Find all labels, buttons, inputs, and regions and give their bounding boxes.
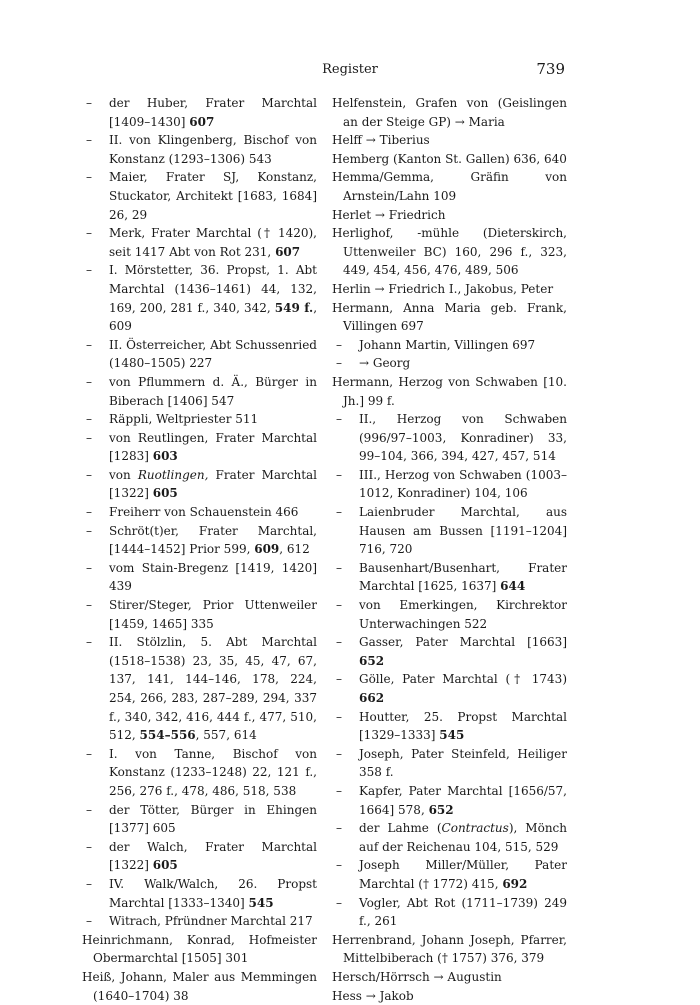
index-subentry xyxy=(332,633,567,670)
entry-text: Johann Martin, Villingen 697 xyxy=(359,338,535,352)
main-reference: 605 xyxy=(153,858,178,872)
subentry-dash: – xyxy=(82,131,96,150)
main-reference: 652 xyxy=(429,803,454,817)
entry-text: ), Mönch auf der Reichenau 104, 515, 529 xyxy=(359,821,567,854)
subentry-dash: – xyxy=(82,94,96,113)
subentry-dash: – xyxy=(82,168,96,187)
entry-text: Joseph Miller/Müller, Pater Marchtal († 1772) 415, xyxy=(359,858,567,891)
index-subentry xyxy=(332,745,567,782)
subentry-dash: – xyxy=(332,856,346,875)
index-subentry xyxy=(332,708,567,745)
entry-text: II. Stölzlin, 5. Abt Marchtal (1518–1538) 23, 35, 45, 47, 67, 137, 141, 144–146, 178, 224, 254, 266, 283, 287–289, 294, 337 f., 340, 342, 416, 444 f., 477, 510, 512, xyxy=(109,635,317,742)
index-subentry xyxy=(82,466,317,503)
index-subentry xyxy=(82,336,317,373)
index-subentry xyxy=(82,912,317,931)
index-subentry xyxy=(82,131,317,168)
index-entry xyxy=(332,968,567,987)
entry-text: von Pflummern d. Ä., Bürger in Biberach [1406] 547 xyxy=(109,375,317,408)
running-head: Register xyxy=(0,62,700,77)
index-subentry xyxy=(82,633,317,745)
page-number: 739 xyxy=(536,60,565,78)
entry-text: von Emerkingen, Kirchrektor Unterwachingen 522 xyxy=(359,598,567,631)
entry-text: , 557, 614 xyxy=(196,728,257,742)
subentry-dash: – xyxy=(332,466,346,485)
index-entry xyxy=(332,206,567,225)
index-subentry xyxy=(332,354,567,373)
subentry-dash: – xyxy=(82,838,96,857)
entry-text: Merk, Frater Marchtal († 1420), seit 1417 Abt von Rot 231, xyxy=(109,226,317,259)
entry-text: Hersch/Hörrsch → Augustin xyxy=(332,970,502,984)
entry-text: IV. Walk/Walch, 26. Propst Marchtal [1333–1340] xyxy=(109,877,317,910)
index-subentry xyxy=(332,559,567,596)
subentry-dash: – xyxy=(82,224,96,243)
entry-text: I. Mörstetter, 36. Propst, 1. Abt Marchtal (1436–1461) 44, 132, 169, 200, 281 f., 340, 342, xyxy=(109,263,317,314)
entry-text: Hermann, Anna Maria geb. Frank, Villingen 697 xyxy=(332,301,567,334)
index-subentry xyxy=(82,168,317,224)
index-entry xyxy=(332,168,567,205)
entry-text: II. von Klingenberg, Bischof von Konstanz (1293–1306) 543 xyxy=(109,133,317,166)
index-subentry xyxy=(332,670,567,707)
subentry-dash: – xyxy=(82,373,96,392)
index-subentry xyxy=(82,429,317,466)
index-subentry xyxy=(82,94,317,131)
entry-text: Hess → Jakob xyxy=(332,989,414,1003)
main-reference: 692 xyxy=(502,877,527,891)
main-reference: 652 xyxy=(359,654,384,668)
index-subentry xyxy=(332,819,567,856)
entry-text: der Tötter, Bürger in Ehingen [1377] 605 xyxy=(109,803,317,836)
entry-text: Stirer/Steger, Prior Uttenweiler [1459, 1465] 335 xyxy=(109,598,317,631)
main-reference: 603 xyxy=(153,449,178,463)
entry-text: Heinrichmann, Konrad, Hofmeister Obermarchtal [1505] 301 xyxy=(82,933,317,966)
subentry-dash: – xyxy=(332,336,346,355)
entry-text: Maier, Frater SJ, Konstanz, Stuckator, Architekt [1683, 1684] 26, 29 xyxy=(109,170,317,221)
subentry-dash: – xyxy=(82,336,96,355)
entry-text: Helff → Tiberius xyxy=(332,133,430,147)
main-reference: 609 xyxy=(254,542,279,556)
entry-text: → Georg xyxy=(359,356,410,370)
subentry-dash: – xyxy=(82,633,96,652)
entry-text: Hermann, Herzog von Schwaben [10. Jh.] 99 f. xyxy=(332,375,567,408)
main-reference: 607 xyxy=(189,115,214,129)
subentry-dash: – xyxy=(82,875,96,894)
entry-text: Helfenstein, Grafen von (Geislingen an der Steige GP) → Maria xyxy=(332,96,567,129)
main-reference: 662 xyxy=(359,691,384,705)
entry-text: von xyxy=(109,468,138,482)
subentry-dash: – xyxy=(332,894,346,913)
right-column xyxy=(332,94,567,1005)
index-subentry xyxy=(82,596,317,633)
index-entry xyxy=(82,931,317,968)
subentry-dash: – xyxy=(82,801,96,820)
subentry-dash: – xyxy=(82,559,96,578)
index-entry xyxy=(332,280,567,299)
index-subentry xyxy=(82,745,317,801)
entry-text: Hemberg (Kanton St. Gallen) 636, 640 xyxy=(332,152,567,166)
index-entry xyxy=(332,94,567,131)
index-subentry xyxy=(332,336,567,355)
index-entry xyxy=(332,224,567,280)
subentry-dash: – xyxy=(332,596,346,615)
entry-text: Freiherr von Schauenstein 466 xyxy=(109,505,298,519)
main-reference: 605 xyxy=(153,486,178,500)
subentry-dash: – xyxy=(82,466,96,485)
entry-text: Bausenhart/Busenhart, Frater Marchtal [1625, 1637] xyxy=(359,561,567,594)
subentry-dash: – xyxy=(82,522,96,541)
entry-text: Vogler, Abt Rot (1711–1739) 249 f., 261 xyxy=(359,896,567,929)
entry-text: II., Herzog von Schwaben (996/97–1003, Konradiner) 33, 99–104, 366, 394, 427, 457, 514 xyxy=(359,412,567,463)
italic-text: Ruotlingen, xyxy=(138,468,209,482)
subentry-dash: – xyxy=(332,819,346,838)
entry-text: Heiß, Johann, Maler aus Memmingen (1640–1704) 38 xyxy=(82,970,317,1003)
subentry-dash: – xyxy=(82,429,96,448)
entry-text: Räppli, Weltpriester 511 xyxy=(109,412,258,426)
entry-text: der Walch, Frater Marchtal [1322] xyxy=(109,840,317,873)
subentry-dash: – xyxy=(332,410,346,429)
entry-text: Herlighof, -mühle (Dieterskirch, Uttenweiler BC) 160, 296 f., 323, 449, 454, 456, 476, 489, 506 xyxy=(332,226,567,277)
index-subentry xyxy=(332,782,567,819)
entry-text: Gölle, Pater Marchtal († 1743) xyxy=(359,672,567,686)
subentry-dash: – xyxy=(332,559,346,578)
entry-text: Laienbruder Marchtal, aus Hausen am Bussen [1191–1204] 716, 720 xyxy=(359,505,567,556)
main-reference: 545 xyxy=(439,728,464,742)
entry-text: Herlin → Friedrich I., Jakobus, Peter xyxy=(332,282,553,296)
entry-text: Kapfer, Pater Marchtal [1656/57, 1664] 578, xyxy=(359,784,567,817)
entry-text: vom Stain-Bregenz [1419, 1420] 439 xyxy=(109,561,317,594)
subentry-dash: – xyxy=(332,633,346,652)
index-entry xyxy=(332,150,567,169)
entry-text: Hemma/Gemma, Gräfin von Arnstein/Lahn 109 xyxy=(332,170,567,203)
entry-text: Schröt(t)er, Frater Marchtal, [1444–1452] Prior 599, xyxy=(109,524,317,557)
subentry-dash: – xyxy=(332,782,346,801)
index-subentry xyxy=(332,466,567,503)
main-reference: 644 xyxy=(500,579,525,593)
entry-text: der Lahme ( xyxy=(359,821,442,835)
main-reference: 545 xyxy=(249,896,274,910)
index-subentry xyxy=(332,596,567,633)
index-entry xyxy=(332,987,567,1005)
entry-text: Herlet → Friedrich xyxy=(332,208,445,222)
subentry-dash: – xyxy=(82,912,96,931)
main-reference: 554–556 xyxy=(140,728,196,742)
left-column xyxy=(82,94,317,1005)
entry-text: , 612 xyxy=(279,542,310,556)
index-subentry xyxy=(82,801,317,838)
index-entry xyxy=(332,931,567,968)
entry-text: , 609 xyxy=(109,301,317,334)
main-reference: 607 xyxy=(275,245,300,259)
entry-text: I. von Tanne, Bischof von Konstanz (1233–1248) 22, 121 f., 256, 276 f., 478, 486, 518, 538 xyxy=(109,747,317,798)
index-subentry xyxy=(82,503,317,522)
entry-text: Herrenbrand, Johann Joseph, Pfarrer, Mittelbiberach († 1757) 376, 379 xyxy=(332,933,567,966)
subentry-dash: – xyxy=(332,503,346,522)
main-reference: 549 f. xyxy=(275,301,313,315)
index-entry xyxy=(332,131,567,150)
index-subentry xyxy=(82,875,317,912)
index-columns xyxy=(82,94,567,1005)
index-subentry xyxy=(82,838,317,875)
index-subentry xyxy=(82,261,317,335)
index-subentry xyxy=(332,894,567,931)
subentry-dash: – xyxy=(332,745,346,764)
entry-text: Witrach, Pfründner Marchtal 217 xyxy=(109,914,313,928)
index-subentry xyxy=(332,503,567,559)
index-subentry xyxy=(82,522,317,559)
index-subentry xyxy=(82,224,317,261)
entry-text: III., Herzog von Schwaben (1003–1012, Konradiner) 104, 106 xyxy=(359,468,567,501)
index-entry xyxy=(332,373,567,410)
entry-text: Houtter, 25. Propst Marchtal [1329–1333] xyxy=(359,710,567,743)
subentry-dash: – xyxy=(82,261,96,280)
entry-text: Frater Marchtal [1322] xyxy=(109,468,317,501)
entry-text: der Huber, Frater Marchtal [1409–1430] xyxy=(109,96,317,129)
index-subentry xyxy=(82,559,317,596)
index-subentry xyxy=(332,856,567,893)
index-entry xyxy=(82,968,317,1005)
index-entry xyxy=(332,299,567,336)
index-subentry xyxy=(332,410,567,466)
subentry-dash: – xyxy=(82,503,96,522)
index-subentry xyxy=(82,373,317,410)
subentry-dash: – xyxy=(332,708,346,727)
subentry-dash: – xyxy=(332,354,346,373)
subentry-dash: – xyxy=(82,410,96,429)
subentry-dash: – xyxy=(82,596,96,615)
italic-text: Contractus xyxy=(442,821,509,835)
index-subentry xyxy=(82,410,317,429)
subentry-dash: – xyxy=(82,745,96,764)
entry-text: von Reutlingen, Frater Marchtal [1283] xyxy=(109,431,317,464)
entry-text: Gasser, Pater Marchtal [1663] xyxy=(359,635,567,649)
entry-text: II. Österreicher, Abt Schussenried (1480–1505) 227 xyxy=(109,338,317,371)
subentry-dash: – xyxy=(332,670,346,689)
entry-text: Joseph, Pater Steinfeld, Heiliger 358 f. xyxy=(359,747,567,780)
